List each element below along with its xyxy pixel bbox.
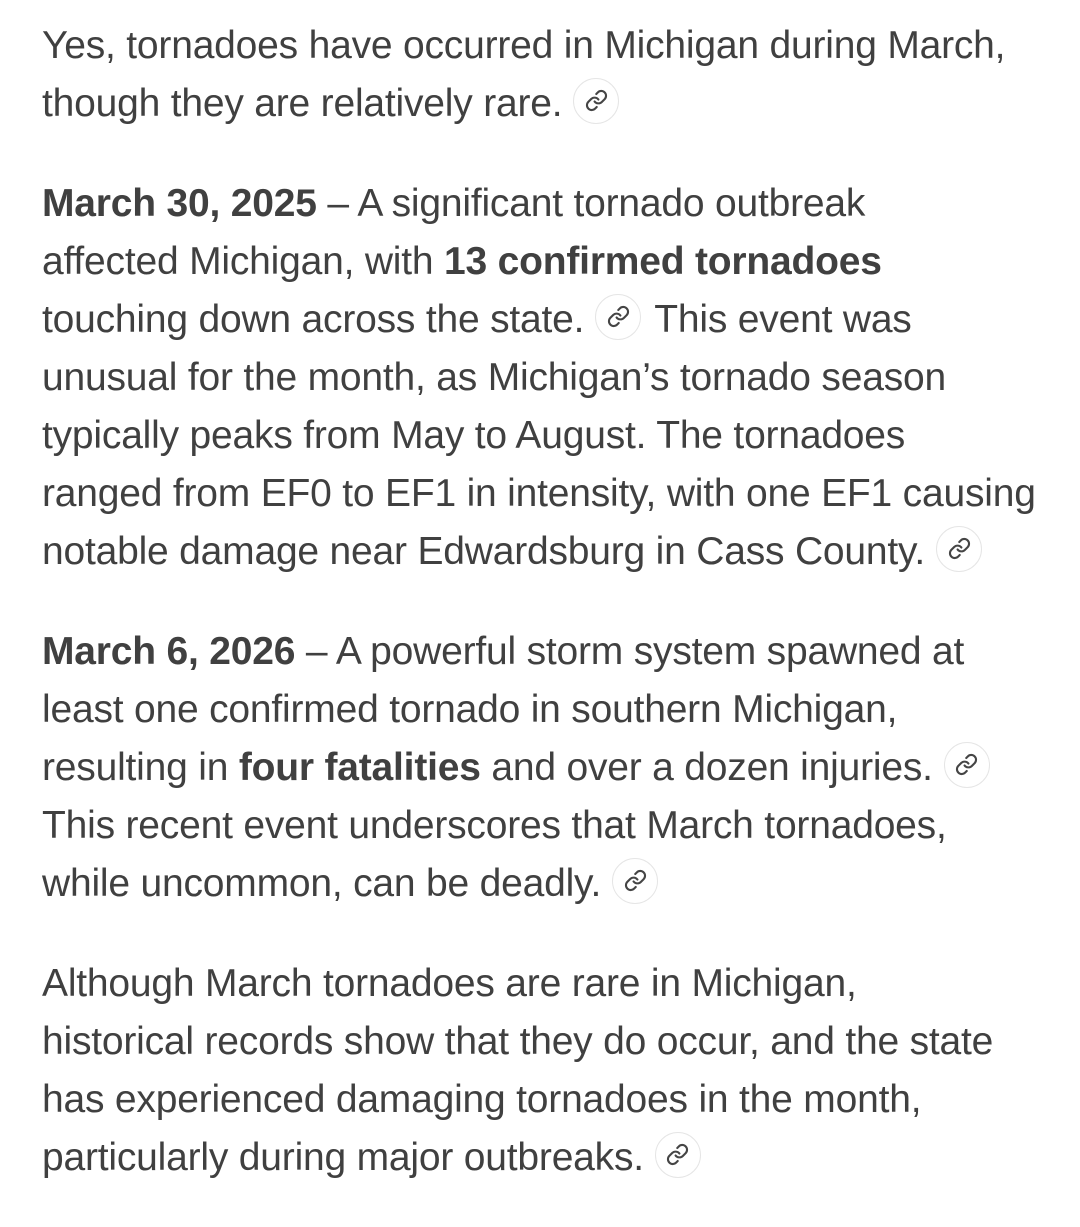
text-line [42, 955, 1080, 1013]
text-segment: notable damage near Edwardsburg in Cass County. [42, 530, 926, 573]
link-icon [666, 1143, 689, 1166]
text-segment: Although March tornadoes are rare in Michigan, [42, 962, 857, 1005]
text-segment: and over a dozen injuries. [480, 746, 933, 789]
text-line [42, 349, 1080, 407]
text-segment: – A powerful storm system spawned at [295, 630, 965, 673]
text-line [42, 407, 1080, 465]
message-paragraph [42, 623, 1080, 913]
text-segment: least one confirmed tornado in southern Michigan, [42, 688, 898, 731]
text-line [42, 465, 1080, 523]
citation-link-button[interactable] [944, 742, 990, 788]
text-segment: This recent event underscores that March tornadoes, [42, 804, 947, 847]
text-line [42, 233, 1080, 291]
text-line [42, 623, 1080, 681]
text-segment: ranged from EF0 to EF1 in intensity, with one EF1 causing [42, 472, 1036, 515]
text-line [42, 739, 1080, 797]
citation-link-button[interactable] [936, 526, 982, 572]
message-paragraph [42, 17, 1080, 133]
link-icon [948, 537, 971, 560]
bold-text-segment: March 30, 2025 [42, 182, 317, 225]
text-segment: historical records show that they do occur, and the state [42, 1020, 994, 1063]
text-segment: typically peaks from May to August. The tornadoes [42, 414, 906, 457]
citation-link-button[interactable] [655, 1132, 701, 1178]
link-icon [585, 89, 608, 112]
text-line [42, 681, 1080, 739]
text-line [42, 855, 1080, 913]
citation-link-button[interactable] [573, 78, 619, 124]
text-line [42, 1013, 1080, 1071]
text-line [42, 523, 1080, 581]
text-line [42, 797, 1080, 855]
text-segment: This event was [654, 298, 912, 341]
bold-text-segment: four fatalities [238, 746, 481, 789]
text-segment: Yes, tornadoes have occurred in Michigan during March, [42, 24, 1006, 67]
text-segment: touching down across the state. [42, 298, 585, 341]
text-segment: unusual for the month, as Michigan’s tornado season [42, 356, 946, 399]
citation-link-button[interactable] [612, 858, 658, 904]
text-segment: – A significant tornado outbreak [316, 182, 866, 225]
text-line [42, 175, 1080, 233]
text-segment: resulting in [42, 746, 239, 789]
text-segment: affected Michigan, with [42, 240, 445, 283]
text-segment: has experienced damaging tornadoes in the month, [42, 1078, 922, 1121]
link-icon [607, 305, 630, 328]
link-icon [624, 869, 647, 892]
text-line [42, 75, 1080, 133]
bold-text-segment: March 6, 2026 [42, 630, 296, 673]
text-segment: particularly during major outbreaks. [42, 1136, 644, 1179]
text-line [42, 17, 1080, 75]
message-paragraph [42, 955, 1080, 1187]
text-segment: while uncommon, can be deadly. [42, 862, 602, 905]
text-line [42, 291, 1080, 349]
text-segment: though they are relatively rare. [42, 82, 563, 125]
message-paragraph [42, 175, 1080, 581]
bold-text-segment: 13 confirmed tornadoes [444, 240, 882, 283]
text-line [42, 1129, 1080, 1187]
text-line [42, 1071, 1080, 1129]
link-icon [955, 753, 978, 776]
citation-link-button[interactable] [595, 294, 641, 340]
